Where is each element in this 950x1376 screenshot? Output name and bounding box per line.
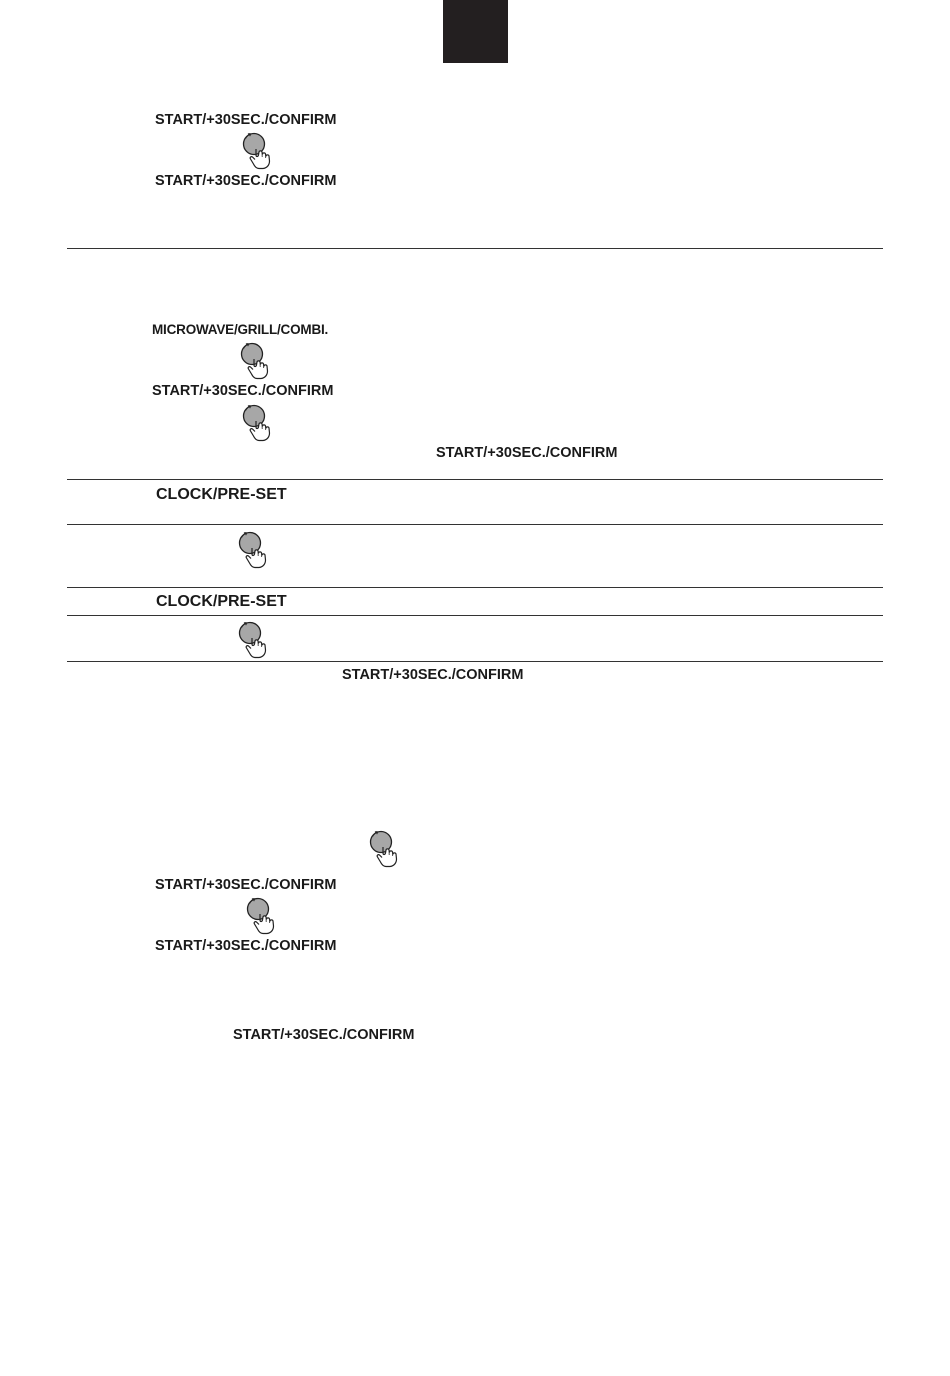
clock-preset-button-label: CLOCK/PRE-SET	[156, 486, 287, 503]
start-confirm-button-label: START/+30SEC./CONFIRM	[233, 1027, 415, 1043]
start-confirm-button-label: START/+30SEC./CONFIRM	[155, 112, 337, 128]
start-confirm-button-label: START/+30SEC./CONFIRM	[155, 938, 337, 954]
start-confirm-button-label: START/+30SEC./CONFIRM	[436, 445, 618, 461]
dial-knob-icon	[241, 402, 273, 442]
dial-knob-icon	[368, 828, 400, 868]
table-row-divider	[67, 587, 883, 588]
table-row-divider	[67, 524, 883, 525]
dial-knob-icon	[239, 340, 271, 380]
section-divider	[67, 248, 883, 249]
table-row-divider	[67, 661, 883, 662]
section-divider	[67, 479, 883, 480]
start-confirm-button-label: START/+30SEC./CONFIRM	[155, 877, 337, 893]
start-confirm-button-label: START/+30SEC./CONFIRM	[342, 667, 524, 683]
microwave-grill-combi-button-label: MICROWAVE/GRILL/COMBI.	[152, 322, 329, 337]
start-confirm-button-label: START/+30SEC./CONFIRM	[155, 173, 337, 189]
dial-knob-icon	[241, 130, 273, 170]
clock-preset-button-label: CLOCK/PRE-SET	[156, 593, 287, 610]
dial-knob-icon	[245, 895, 277, 935]
dial-knob-icon	[237, 529, 269, 569]
dial-knob-icon	[237, 619, 269, 659]
language-tab	[443, 0, 508, 63]
table-row-divider	[67, 615, 883, 616]
start-confirm-button-label: START/+30SEC./CONFIRM	[152, 383, 334, 399]
